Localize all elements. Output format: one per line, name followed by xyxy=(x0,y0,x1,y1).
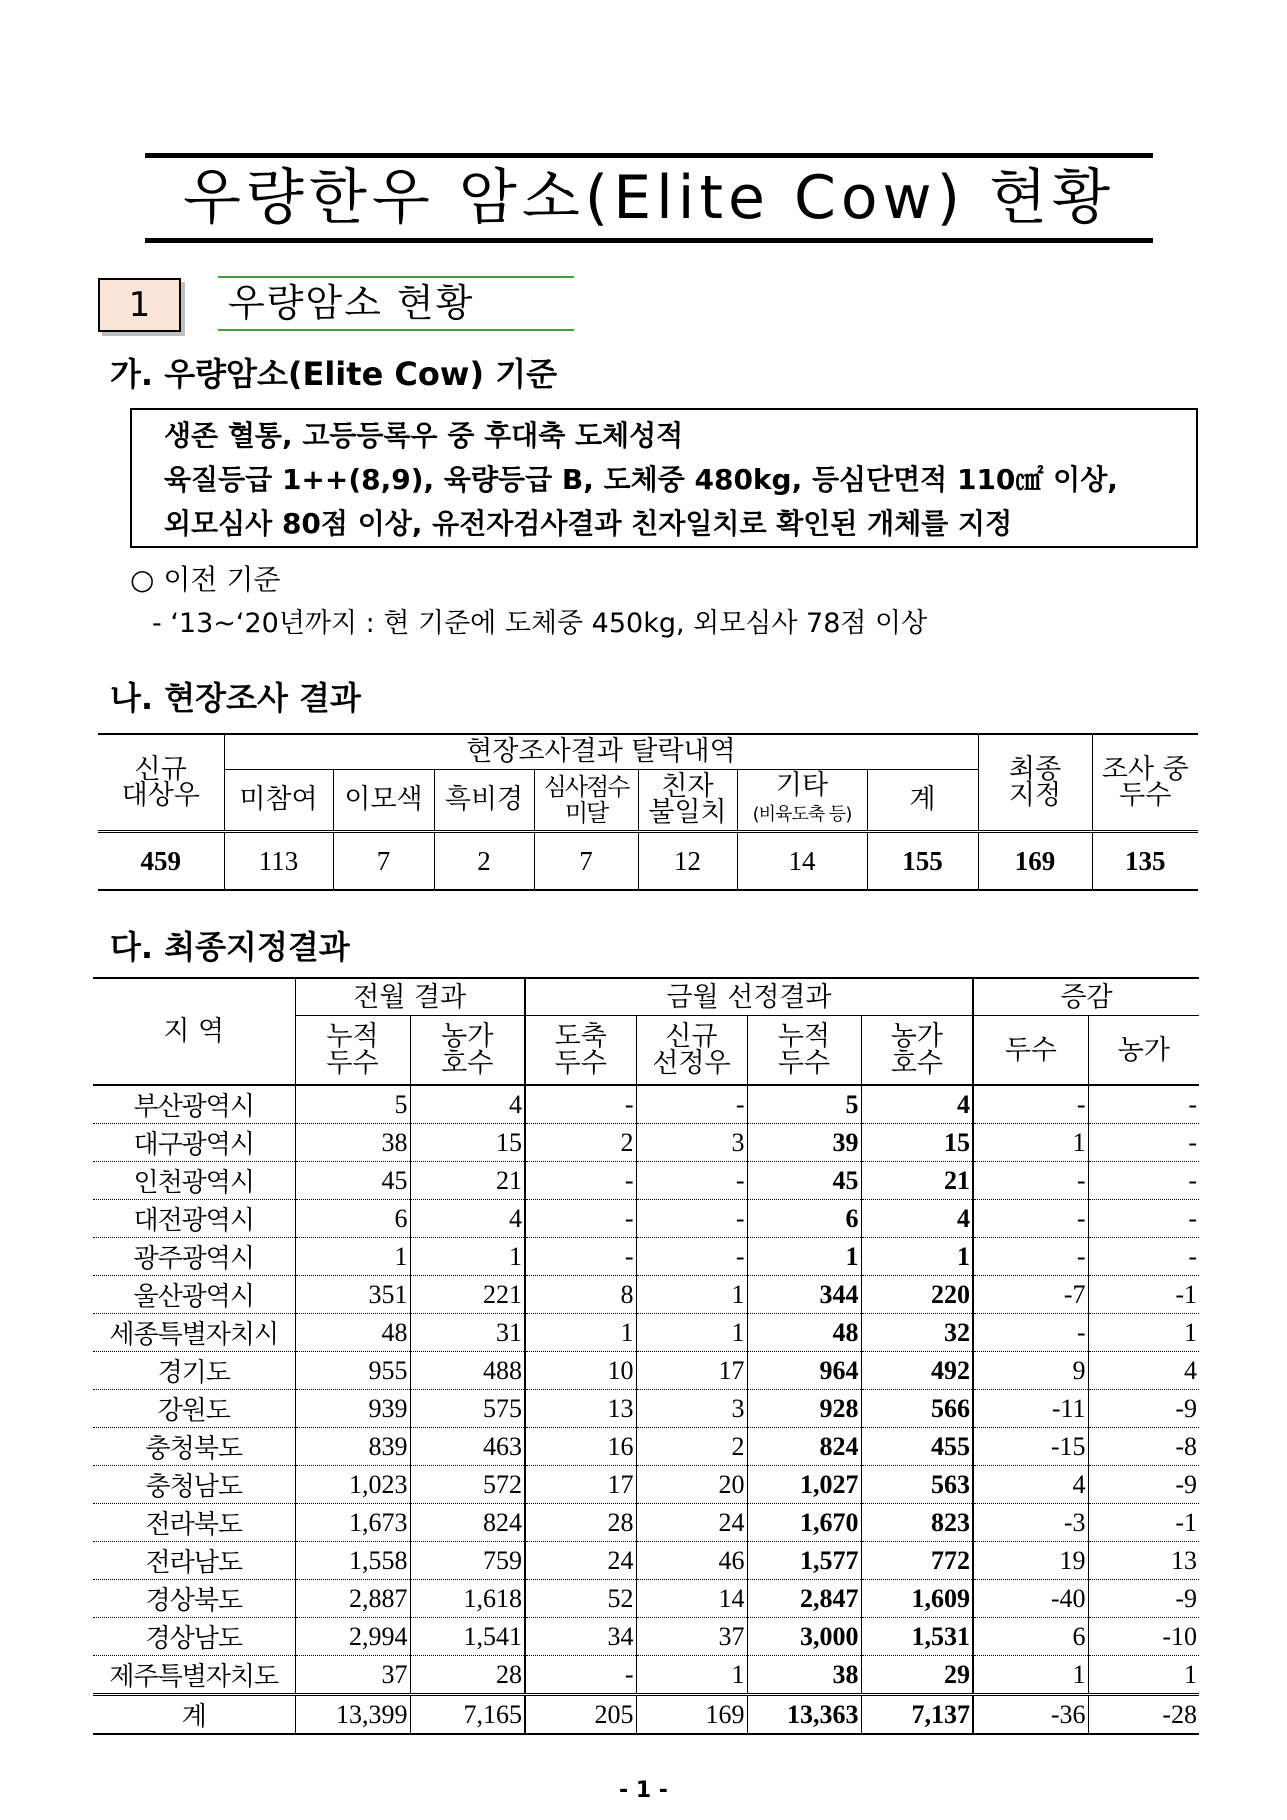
cell-curr-farms: 4 xyxy=(861,1200,973,1238)
cell-curr-farms: 4 xyxy=(861,1085,973,1124)
cell-region: 부산광역시 xyxy=(93,1085,295,1124)
cell-curr-head: 45 xyxy=(747,1162,861,1200)
cell-prev-farms: 21 xyxy=(410,1162,525,1200)
cell-diff-head: -36 xyxy=(973,1695,1088,1735)
cell-slaughter: - xyxy=(525,1656,636,1695)
cell-prev-head: 2,887 xyxy=(295,1580,410,1618)
cell-diff-head: -3 xyxy=(973,1504,1088,1542)
previous-criteria-label: ○ 이전 기준 xyxy=(130,563,281,596)
previous-criteria-detail: - ‘13~‘20년까지 : 현 기준에 도체중 450kg, 외모심사 78점 이상 xyxy=(152,608,928,639)
value-surveying: 135 xyxy=(1092,832,1198,891)
cell-curr-head: 1 xyxy=(747,1238,861,1276)
cell-prev-farms: 463 xyxy=(410,1428,525,1466)
cell-new-selected: 1 xyxy=(636,1656,747,1695)
cell-prev-head: 48 xyxy=(295,1314,410,1352)
cell-new-selected: 37 xyxy=(636,1618,747,1656)
cell-diff-farms: 1 xyxy=(1088,1314,1199,1352)
cell-diff-farms: - xyxy=(1088,1162,1199,1200)
cell-slaughter: 1 xyxy=(525,1314,636,1352)
header-surveying: 조사 중 두수 xyxy=(1092,734,1198,832)
cell-region: 경상북도 xyxy=(93,1580,295,1618)
cell-region: 대전광역시 xyxy=(93,1200,295,1238)
cell-region: 경기도 xyxy=(93,1352,295,1390)
cell-region: 대구광역시 xyxy=(93,1124,295,1162)
cell-curr-head: 39 xyxy=(747,1124,861,1162)
cell-slaughter: - xyxy=(525,1200,636,1238)
header-sum: 계 xyxy=(867,770,978,832)
cell-diff-farms: -8 xyxy=(1088,1428,1199,1466)
cell-diff-head: -40 xyxy=(973,1580,1088,1618)
cell-prev-head: 839 xyxy=(295,1428,410,1466)
cell-curr-farms: 563 xyxy=(861,1466,973,1504)
cell-diff-farms: - xyxy=(1088,1085,1199,1124)
criteria-box xyxy=(130,408,1198,548)
cell-diff-head: 19 xyxy=(973,1542,1088,1580)
header-curr-group: 금월 선정결과 xyxy=(525,978,973,1016)
cell-prev-head: 1,673 xyxy=(295,1504,410,1542)
cell-slaughter: 16 xyxy=(525,1428,636,1466)
cell-region: 강원도 xyxy=(93,1390,295,1428)
cell-new-selected: 1 xyxy=(636,1314,747,1352)
cell-diff-farms: -28 xyxy=(1088,1695,1199,1735)
cell-region: 경상남도 xyxy=(93,1618,295,1656)
cell-prev-farms: 572 xyxy=(410,1466,525,1504)
table-row xyxy=(93,1200,1199,1238)
header-diff-head: 두수 xyxy=(973,1016,1088,1086)
cell-diff-farms: -9 xyxy=(1088,1466,1199,1504)
header-prev-farms: 농가 호수 xyxy=(410,1016,525,1086)
header-new-selected: 신규 선정우 xyxy=(636,1016,747,1086)
criteria-line: 생존 혈통, 고등등록우 중 후대축 도체성적 xyxy=(164,419,684,452)
table-row xyxy=(93,1542,1199,1580)
cell-prev-farms: 28 xyxy=(410,1656,525,1695)
cell-new-selected: 3 xyxy=(636,1390,747,1428)
cell-new-selected: - xyxy=(636,1200,747,1238)
cell-new-selected: - xyxy=(636,1085,747,1124)
cell-new-selected: 169 xyxy=(636,1695,747,1735)
cell-curr-farms: 7,137 xyxy=(861,1695,973,1735)
cell-curr-head: 3,000 xyxy=(747,1618,861,1656)
header-final: 최종 지정 xyxy=(978,734,1092,832)
table-row xyxy=(93,1390,1199,1428)
cell-prev-head: 6 xyxy=(295,1200,410,1238)
header-parentage-mismatch: 친자 불일치 xyxy=(638,770,737,832)
header-dropout-group: 현장조사결과 탈락내역 xyxy=(224,734,978,770)
cell-curr-farms: 220 xyxy=(861,1276,973,1314)
cell-curr-head: 928 xyxy=(747,1390,861,1428)
cell-diff-head: 1 xyxy=(973,1656,1088,1695)
title-top-rule xyxy=(145,153,1153,158)
value-final: 169 xyxy=(978,832,1092,891)
page-title: 우량한우 암소(Elite Cow) 현황 xyxy=(182,163,1116,233)
cell-curr-head: 1,027 xyxy=(747,1466,861,1504)
header-etc: 기타 (비육도축 등) xyxy=(737,770,867,832)
value-parentage-mismatch: 12 xyxy=(638,832,737,891)
table-row xyxy=(93,1504,1199,1542)
cell-diff-farms: -1 xyxy=(1088,1504,1199,1542)
cell-curr-farms: 15 xyxy=(861,1124,973,1162)
cell-slaughter: - xyxy=(525,1162,636,1200)
cell-prev-farms: 7,165 xyxy=(410,1695,525,1735)
cell-prev-farms: 4 xyxy=(410,1200,525,1238)
cell-prev-farms: 15 xyxy=(410,1124,525,1162)
cell-region: 인천광역시 xyxy=(93,1162,295,1200)
cell-curr-head: 964 xyxy=(747,1352,861,1390)
cell-prev-head: 1,023 xyxy=(295,1466,410,1504)
total-label: 계 xyxy=(93,1695,295,1735)
cell-diff-head: - xyxy=(973,1085,1088,1124)
cell-new-selected: 46 xyxy=(636,1542,747,1580)
cell-prev-farms: 4 xyxy=(410,1085,525,1124)
final-result-table xyxy=(93,977,1199,1735)
table-row xyxy=(93,1428,1199,1466)
cell-diff-head: -7 xyxy=(973,1276,1088,1314)
page-number: - 1 - xyxy=(619,1778,668,1803)
header-diff-farms: 농가 xyxy=(1088,1016,1199,1086)
header-absent: 미참여 xyxy=(224,770,333,832)
cell-region: 울산광역시 xyxy=(93,1276,295,1314)
cell-region: 전라남도 xyxy=(93,1542,295,1580)
cell-region: 충청남도 xyxy=(93,1466,295,1504)
cell-new-selected: - xyxy=(636,1162,747,1200)
cell-curr-farms: 32 xyxy=(861,1314,973,1352)
cell-curr-farms: 772 xyxy=(861,1542,973,1580)
cell-diff-farms: - xyxy=(1088,1124,1199,1162)
cell-diff-farms: - xyxy=(1088,1200,1199,1238)
field-survey-table xyxy=(98,733,1198,891)
cell-curr-farms: 1,609 xyxy=(861,1580,973,1618)
cell-prev-head: 5 xyxy=(295,1085,410,1124)
table-row xyxy=(93,1352,1199,1390)
cell-curr-head: 13,363 xyxy=(747,1695,861,1735)
header-black-nose: 흑비경 xyxy=(434,770,534,832)
table-row xyxy=(93,1085,1199,1124)
cell-diff-farms: 13 xyxy=(1088,1542,1199,1580)
table-row xyxy=(93,1124,1199,1162)
cell-curr-head: 344 xyxy=(747,1276,861,1314)
title-bottom-rule xyxy=(145,238,1153,243)
cell-prev-farms: 759 xyxy=(410,1542,525,1580)
cell-diff-head: 1 xyxy=(973,1124,1088,1162)
table-row xyxy=(93,1656,1199,1695)
cell-prev-head: 939 xyxy=(295,1390,410,1428)
heading-field-survey: 나. 현장조사 결과 xyxy=(110,679,361,717)
section-number: 1 xyxy=(98,278,181,332)
value-black-nose: 2 xyxy=(434,832,534,891)
cell-diff-head: -15 xyxy=(973,1428,1088,1466)
header-new-target: 신규 대상우 xyxy=(98,734,224,832)
total-row xyxy=(93,1695,1199,1735)
cell-curr-head: 1,577 xyxy=(747,1542,861,1580)
cell-prev-head: 37 xyxy=(295,1656,410,1695)
cell-region: 제주특별자치도 xyxy=(93,1656,295,1695)
cell-prev-head: 955 xyxy=(295,1352,410,1390)
table-row xyxy=(93,1238,1199,1276)
cell-prev-head: 351 xyxy=(295,1276,410,1314)
cell-curr-head: 48 xyxy=(747,1314,861,1352)
cell-curr-head: 5 xyxy=(747,1085,861,1124)
cell-prev-farms: 1,541 xyxy=(410,1618,525,1656)
header-diff-group: 증감 xyxy=(973,978,1199,1016)
cell-prev-farms: 221 xyxy=(410,1276,525,1314)
table-row xyxy=(93,1580,1199,1618)
value-score-fail: 7 xyxy=(534,832,638,891)
cell-slaughter: 13 xyxy=(525,1390,636,1428)
cell-new-selected: 20 xyxy=(636,1466,747,1504)
cell-curr-farms: 823 xyxy=(861,1504,973,1542)
cell-region: 충청북도 xyxy=(93,1428,295,1466)
cell-new-selected: - xyxy=(636,1238,747,1276)
cell-slaughter: 52 xyxy=(525,1580,636,1618)
header-region: 지 역 xyxy=(93,978,295,1085)
value-new-target: 459 xyxy=(98,832,224,891)
header-prev-head: 누적 두수 xyxy=(295,1016,410,1086)
cell-prev-farms: 488 xyxy=(410,1352,525,1390)
cell-new-selected: 3 xyxy=(636,1124,747,1162)
cell-region: 광주광역시 xyxy=(93,1238,295,1276)
cell-slaughter: 34 xyxy=(525,1618,636,1656)
cell-slaughter: 205 xyxy=(525,1695,636,1735)
criteria-line: 육질등급 1++(8,9), 육량등급 B, 도체중 480kg, 등심단면적 110㎠ 이상, xyxy=(164,463,1118,496)
cell-prev-head: 2,994 xyxy=(295,1618,410,1656)
cell-curr-head: 6 xyxy=(747,1200,861,1238)
cell-slaughter: - xyxy=(525,1085,636,1124)
cell-curr-farms: 566 xyxy=(861,1390,973,1428)
cell-diff-head: - xyxy=(973,1162,1088,1200)
value-etc: 14 xyxy=(737,832,867,891)
cell-curr-farms: 1,531 xyxy=(861,1618,973,1656)
header-coat-color: 이모색 xyxy=(333,770,434,832)
header-slaughter: 도축 두수 xyxy=(525,1016,636,1086)
cell-slaughter: 2 xyxy=(525,1124,636,1162)
cell-prev-head: 38 xyxy=(295,1124,410,1162)
cell-prev-head: 1,558 xyxy=(295,1542,410,1580)
header-curr-head: 누적 두수 xyxy=(747,1016,861,1086)
cell-diff-head: - xyxy=(973,1200,1088,1238)
heading-final-result: 다. 최종지정결과 xyxy=(110,928,350,966)
section-title: 우량암소 현황 xyxy=(218,276,574,331)
cell-curr-farms: 29 xyxy=(861,1656,973,1695)
cell-region: 세종특별자치시 xyxy=(93,1314,295,1352)
heading-criteria: 가. 우량암소(Elite Cow) 기준 xyxy=(110,355,558,393)
cell-curr-farms: 21 xyxy=(861,1162,973,1200)
cell-diff-farms: -10 xyxy=(1088,1618,1199,1656)
header-prev-group: 전월 결과 xyxy=(295,978,525,1016)
table-row xyxy=(93,1314,1199,1352)
cell-diff-farms: -1 xyxy=(1088,1276,1199,1314)
cell-diff-head: 4 xyxy=(973,1466,1088,1504)
cell-diff-farms: -9 xyxy=(1088,1390,1199,1428)
cell-prev-head: 45 xyxy=(295,1162,410,1200)
cell-new-selected: 2 xyxy=(636,1428,747,1466)
cell-prev-head: 13,399 xyxy=(295,1695,410,1735)
cell-prev-farms: 1,618 xyxy=(410,1580,525,1618)
cell-prev-farms: 824 xyxy=(410,1504,525,1542)
cell-diff-head: -11 xyxy=(973,1390,1088,1428)
cell-curr-head: 1,670 xyxy=(747,1504,861,1542)
value-sum: 155 xyxy=(867,832,978,891)
table-row xyxy=(93,1162,1199,1200)
cell-prev-farms: 1 xyxy=(410,1238,525,1276)
table-row xyxy=(93,1618,1199,1656)
cell-diff-head: - xyxy=(973,1314,1088,1352)
cell-slaughter: 8 xyxy=(525,1276,636,1314)
cell-diff-head: 6 xyxy=(973,1618,1088,1656)
cell-diff-head: 9 xyxy=(973,1352,1088,1390)
cell-curr-head: 38 xyxy=(747,1656,861,1695)
cell-slaughter: 28 xyxy=(525,1504,636,1542)
table-row xyxy=(93,1276,1199,1314)
cell-new-selected: 14 xyxy=(636,1580,747,1618)
header-score-fail: 심사점수 미달 xyxy=(534,770,638,832)
cell-prev-farms: 31 xyxy=(410,1314,525,1352)
cell-prev-farms: 575 xyxy=(410,1390,525,1428)
cell-curr-farms: 492 xyxy=(861,1352,973,1390)
cell-slaughter: 24 xyxy=(525,1542,636,1580)
cell-new-selected: 17 xyxy=(636,1352,747,1390)
cell-new-selected: 24 xyxy=(636,1504,747,1542)
cell-prev-head: 1 xyxy=(295,1238,410,1276)
value-absent: 113 xyxy=(224,832,333,891)
header-curr-farms: 농가 호수 xyxy=(861,1016,973,1086)
table-row xyxy=(93,1466,1199,1504)
criteria-line: 외모심사 80점 이상, 유전자검사결과 친자일치로 확인된 개체를 지정 xyxy=(164,507,1013,540)
cell-curr-farms: 455 xyxy=(861,1428,973,1466)
cell-slaughter: 17 xyxy=(525,1466,636,1504)
cell-curr-head: 2,847 xyxy=(747,1580,861,1618)
cell-slaughter: 10 xyxy=(525,1352,636,1390)
cell-diff-farms: 4 xyxy=(1088,1352,1199,1390)
value-coat-color: 7 xyxy=(333,832,434,891)
cell-new-selected: 1 xyxy=(636,1276,747,1314)
cell-diff-farms: 1 xyxy=(1088,1656,1199,1695)
cell-diff-farms: -9 xyxy=(1088,1580,1199,1618)
cell-curr-head: 824 xyxy=(747,1428,861,1466)
cell-region: 전라북도 xyxy=(93,1504,295,1542)
cell-slaughter: - xyxy=(525,1238,636,1276)
cell-diff-head: - xyxy=(973,1238,1088,1276)
cell-curr-farms: 1 xyxy=(861,1238,973,1276)
cell-diff-farms: - xyxy=(1088,1238,1199,1276)
